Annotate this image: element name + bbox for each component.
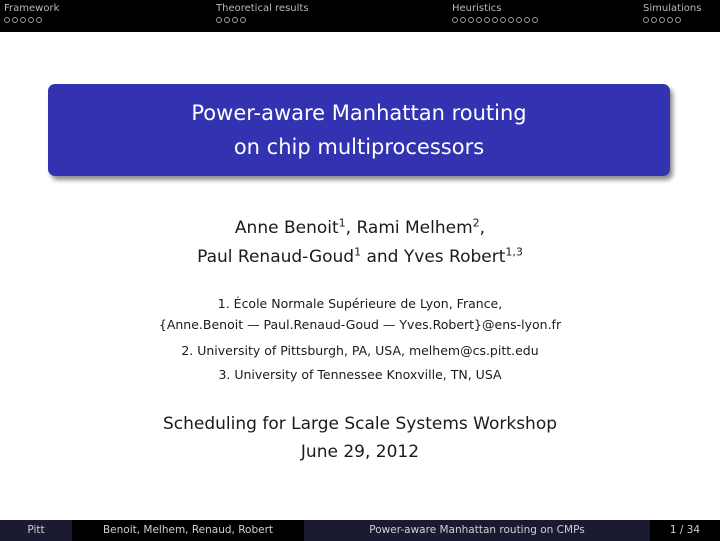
title-line-1: Power-aware Manhattan routing xyxy=(191,101,527,125)
nav-frame-dot[interactable] xyxy=(232,17,238,23)
footer-institute: Pitt xyxy=(0,520,72,541)
author-affiliation-mark: 1,3 xyxy=(505,245,523,259)
nav-frame-dot[interactable] xyxy=(4,17,10,23)
footer-authors: Benoit, Melhem, Renaud, Robert xyxy=(72,520,304,541)
nav-frame-dot[interactable] xyxy=(532,17,538,23)
nav-dots[interactable] xyxy=(216,17,309,23)
author-name: , Rami Melhem xyxy=(345,218,473,238)
title-line-2: on chip multiprocessors xyxy=(233,135,485,159)
nav-frame-dot[interactable] xyxy=(643,17,649,23)
author-name: Anne Benoit xyxy=(234,218,339,238)
nav-frame-dot[interactable] xyxy=(240,17,246,23)
author-name: Paul Renaud-Goud xyxy=(197,247,355,267)
footer-short-title: Power-aware Manhattan routing on CMPs xyxy=(304,520,650,541)
nav-frame-dot[interactable] xyxy=(36,17,42,23)
author-separator: , xyxy=(479,218,486,238)
nav-frame-dot[interactable] xyxy=(452,17,458,23)
author-affiliation-mark: 2 xyxy=(472,216,480,230)
nav-frame-dot[interactable] xyxy=(468,17,474,23)
nav-section-theoretical-results[interactable] xyxy=(216,2,309,23)
nav-frame-dot[interactable] xyxy=(516,17,522,23)
nav-frame-dot[interactable] xyxy=(460,17,466,23)
nav-frame-dot[interactable] xyxy=(12,17,18,23)
affiliation-3: 3. University of Tennessee Knoxville, TN, USA xyxy=(218,367,502,382)
nav-frame-dot[interactable] xyxy=(476,17,482,23)
nav-section-heuristics[interactable] xyxy=(452,2,538,23)
nav-frame-dot[interactable] xyxy=(667,17,673,23)
nav-frame-dot[interactable] xyxy=(524,17,530,23)
author-affiliation-mark: 1 xyxy=(338,216,346,230)
affiliation-1-emails: {Anne.Benoit — Paul.Renaud-Goud — Yves.Robert}@ens-lyon.fr xyxy=(158,317,562,332)
nav-section-title[interactable]: Theoretical results xyxy=(216,3,309,14)
nav-dots[interactable] xyxy=(4,17,59,23)
event-name: Scheduling for Large Scale Systems Workshop xyxy=(162,414,558,434)
footer-page-number: 1 / 34 xyxy=(650,520,720,541)
authors-line-2 xyxy=(0,244,720,271)
footer-bar xyxy=(0,520,720,541)
nav-frame-dot[interactable] xyxy=(216,17,222,23)
nav-section-framework[interactable] xyxy=(4,2,59,23)
navigation-bar xyxy=(0,0,720,32)
author-affiliation-mark: 1 xyxy=(354,245,362,259)
authors-line-1 xyxy=(0,215,720,242)
nav-frame-dot[interactable] xyxy=(492,17,498,23)
event-date: June 29, 2012 xyxy=(300,442,420,462)
nav-frame-dot[interactable] xyxy=(500,17,506,23)
affiliation-1: 1. École Normale Supérieure de Lyon, France, xyxy=(217,296,503,311)
nav-frame-dot[interactable] xyxy=(659,17,665,23)
nav-frame-dot[interactable] xyxy=(508,17,514,23)
nav-frame-dot[interactable] xyxy=(484,17,490,23)
affiliation-2: 2. University of Pittsburgh, PA, USA, melhem@cs.pitt.edu xyxy=(181,343,539,358)
slide-title-block xyxy=(48,84,670,176)
nav-frame-dot[interactable] xyxy=(20,17,26,23)
nav-frame-dot[interactable] xyxy=(224,17,230,23)
author-name: and Yves Robert xyxy=(361,247,506,267)
nav-dots[interactable] xyxy=(452,17,538,23)
nav-dots[interactable] xyxy=(643,17,701,23)
nav-section-title[interactable]: Simulations xyxy=(643,3,702,14)
nav-frame-dot[interactable] xyxy=(28,17,34,23)
nav-frame-dot[interactable] xyxy=(651,17,657,23)
nav-section-simulations[interactable] xyxy=(643,2,701,23)
nav-section-title[interactable]: Heuristics xyxy=(452,3,502,14)
nav-section-title[interactable]: Framework xyxy=(4,3,60,14)
nav-frame-dot[interactable] xyxy=(675,17,681,23)
